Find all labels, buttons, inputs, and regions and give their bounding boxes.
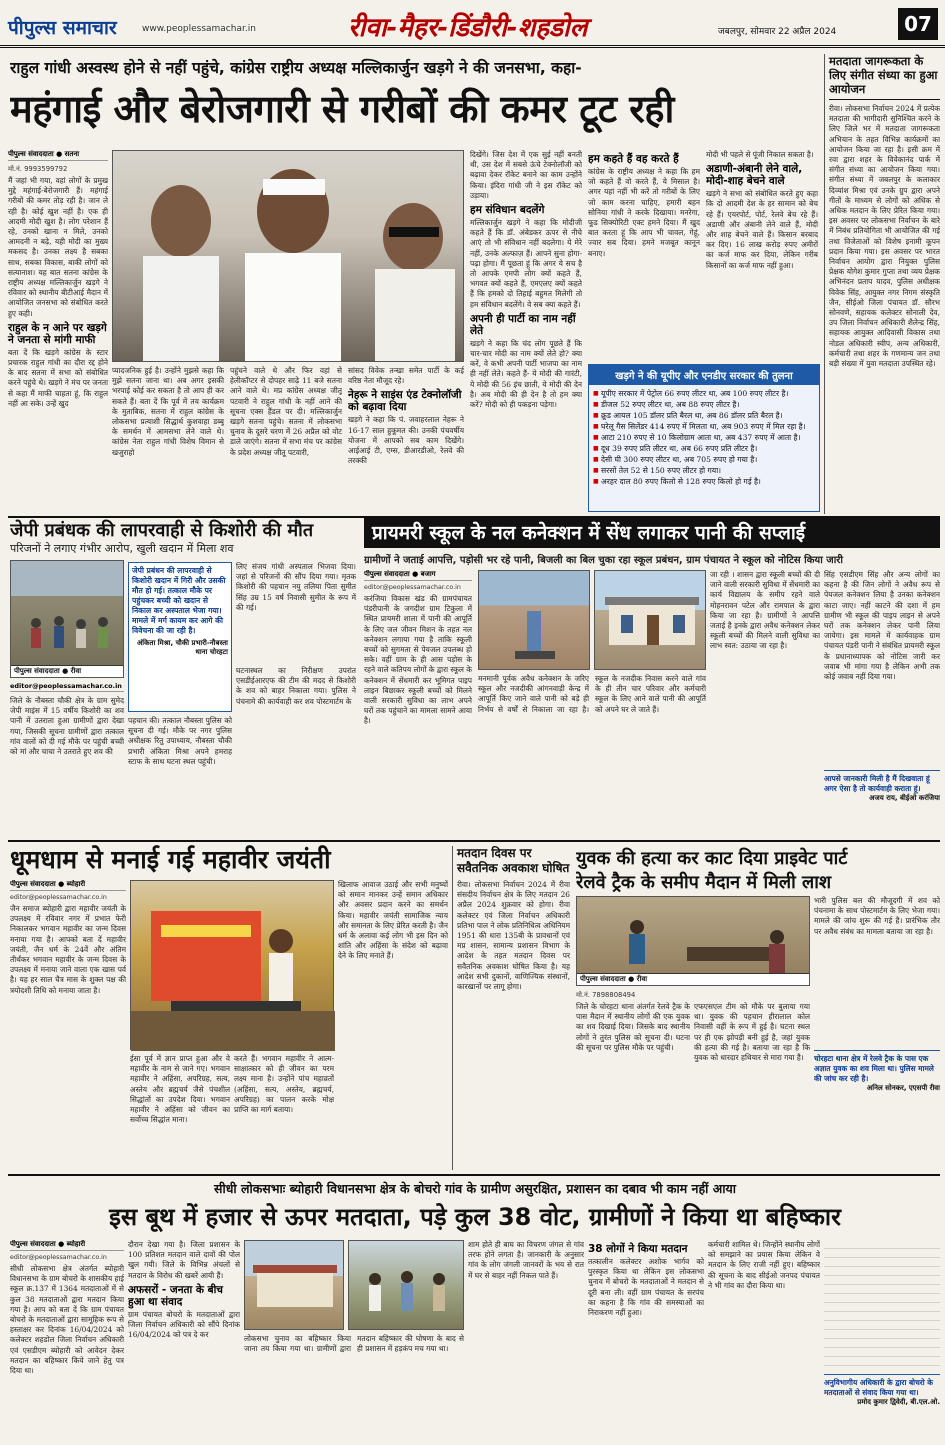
sidebar-body: रीवा। लोकसभा निर्वाचन 2024 में प्रत्येक मतदाता की भागीदारी सुनिश्चित करने के लिए जिले भर में मतदाता जागरूकता अभियान के तहत विभिन्न कार्यक्रमों का आयोजन किया जा रहा है। इसी क्रम में रवा द्वारा शहर के विवेकानंद पार्क में संगीत संध्या का आयोजन किया गया। संगीत संध्या में जबलपुर के कलाकार दिव्यांश मिश्रा एवं उनके ग्रुप द्वारा अपने गीतों के माध्यम से लोगों को अधिक से अधिक मतदान के लिए प्रेरित किया गया। इस अवसर पर लोकसभा निर्वाचन के बारे में निबंध प्रतियोगिता भी आयोजित की गई तथा विजेताओं को विशेष इनामी कूपन प्रदान किया गया। इस अवसर पर भारत निर्वाचन आयोग द्वारा नियुक्त पुलिस प्रेक्षक योगेश कुमार गुप्ता तथा व्यय प्रेक्षक अभिनंदन प्रताप यादव, पुलिस अधीक्षक विवेक सिंह, आयुक्त नगर निगम संस्कृति जैन, सीईओ जिला पंचायत डॉ. सौरभ सोनवणे, सहायक कलेक्टर सोनाली देव, उप जिला निर्वाचन अधिकारी शैलेन्द्र सिंह, सहायक आयुक्त आदिवासी विकास तथा नोडल अधिकारी स्वीप, अन्य अधिकारी, कर्मचारी तथा शहर के गणमान्य जन तथा बड़ी संख्या में युवा मतदाता उपस्थित रहे। <box>829 104 940 369</box>
lead-lower-col-3 <box>348 366 464 510</box>
booth-col-1-text: सीधी लोकसभा क्षेत्र अंतर्गत ब्योहारी विधानसभा के ग्राम बोचरो के शासकीय हाई स्कूल क्र.137 में 1364 मतदाताओं में से कुल 38 मतदाताओं द्वारा मतदान किया गया है। आप को बता दें कि ग्राम पंचायत बोचरो के मतदाताओं द्वारा सामूहिक रूप से हस्ताक्षर कर दिनांक 16/04/2024 को कलेक्टर शहडोल जिला निर्वाचन अधिकारी एवं एसडीएम ब्योहारी को आवेदन देकर मतदान का बहिष्कार किये जाने हेतु पत्र दिया था। <box>10 1264 124 1376</box>
sidebar-column <box>824 54 940 514</box>
comparison-item: ■ देसी घी 300 रुपए लीटर था, अब 705 रुपए हो गया है। <box>593 454 815 465</box>
lead-col-1 <box>8 150 108 510</box>
comparison-item: ■ अरहर दाल 80 रुपए किलो से 128 रुपए किलो हो गई है। <box>593 476 815 487</box>
mahavir-email: editor@peoplessamachar.co.in <box>10 894 107 901</box>
booth-col-2-text: दौरान देखा गया है। जिला प्रशासन के 100 प्रतिशत मतदान वाले दावों की पोल खुल गयी। जिले के विभिन्न अंचलों से मतदान के विरोध की खबरें आयी हैं। <box>128 1240 240 1280</box>
newspaper-logo: पीपुल्स समाचार <box>8 17 117 39</box>
mahavir-col-3: करते हैं। भगवान महावीर ने आत्म-साक्षात्कार को ही जीवन का परम लक्ष्य माना है। उन्होंने पांच महाव्रतों (अहिंसा, सत्य, अस्तेय, ब्रह्मचर्य, अपरिग्रह) का पालन करके मोक्ष प्राप्ति का मार्ग बताया। <box>234 1054 334 1115</box>
booth-subhead: अफसरों - जनता के बीच हुआ था संवाद <box>128 1283 223 1308</box>
booth-quote <box>824 1374 940 1407</box>
jp-col-a: लिए संजय गांधी अस्पताल भिजवा दिया। जहां से परिजनों की सौंप दिया गया। मृतक किशोरी की पहचान नयु तलिया पिता सुमीत सिंह उम्र 15 वर्ष निवासी सुमीत के रूप में की गई। <box>236 562 356 612</box>
lead-byline: पीपुल्स संवाददाता ● सतना <box>8 150 108 161</box>
murder-quote: चोरहटा थाना क्षेत्र में रेलवे ट्रैक के पास एक अज्ञात युवक का शव मिला था। पुलिस मामले की जांच कर रही है। <box>814 1054 934 1083</box>
page-number: 07 <box>898 8 938 40</box>
procession-illustration <box>131 881 335 1051</box>
comparison-list <box>589 385 819 490</box>
lead-col-3b-text: कांग्रेस के राष्ट्रीय अध्यक्ष ने कहा कि हम जो कहते हैं वो करते हैं, ये मिसाल है। अगर यहां नहीं भी करें तो गरीबों के लिए जो काम करना चाहिए, हमारी बहन सोनिया गांधी ने करके दिखाया। मनरेगा, फूड सिक्योरिटी एक्ट हमने दिया। मैं खुद बात करता हूं कि आप भी चावल, गेहूं, ज्वार सब दिया। हमने मजबूत कानून बनाए। <box>588 167 700 258</box>
mahavir-col-4: खिलाफ आवाज उठाई और सभी मनुष्यों को समान मानकर उन्हें समान अधिकार और अवसर प्रदान करने का समर्थन किया। महावीर जयंती सामाजिक न्याय और समानता के लिए प्रेरित करती है। जैन धर्म के अलावा कई लोग भी इस दिन को शांति और अहिंसा के संदेश को बढ़ावा देने के लिए मनाते हैं। <box>338 880 448 961</box>
lead-lower-col-3b-text: खड़गे ने कहा कि पं. जवाहरलाल नेहरू ने 16-17 साल हुकूमत की। उनकी पंचवर्षीय योजना में आपको सब काम दिखेंगे। आईआई टी, एम्स, डीआरडीओ, रेलवे की तरक्की <box>348 415 464 466</box>
murder-phone: मो.नं. 7898808494 <box>576 991 636 999</box>
school-quote-box <box>824 770 940 803</box>
booth-photo-2 <box>348 1240 464 1330</box>
booth-col-2 <box>128 1240 240 1440</box>
voting-headline: मतदान दिवस पर सवैतनिक अवकाश घोषित <box>457 846 570 875</box>
school-byline: पीपुल्स संवाददाता ● बजाग <box>364 570 472 581</box>
jp-body-2: पहचान की। तत्काल नौबस्ता पुलिस को सूचना दी गई। मौके पर नगर पुलिस अधीक्षक रितु उपाध्याय, नौबस्ता चौकी प्रभारी अंकिता मिश्रा अपने हमराह स्टाफ के साथ घटना स्थल पहुंची। <box>128 716 232 766</box>
comparison-item: ■ क्रूड आयल 105 डॉलर प्रति बैरल था, अब 86 डॉलर प्रति बैरल है। <box>593 410 815 421</box>
voting-box <box>452 846 570 1170</box>
school-col-1 <box>364 570 472 836</box>
comparison-item: ■ घरेलू गैस सिलेंडर 414 रुपए में मिलता था, अब 903 रुपए में मिल रहा है। <box>593 421 815 432</box>
comparison-item: ■ दूध 39 रुपए प्रति लीटर था, अब 66 रुपए प्रति लीटर है। <box>593 443 815 454</box>
lead-lower-col-1: प्यादजनिक हुई है। उन्होंने मुझसे कहा कि मुझे सतना जाना था। अब अगर इसकी भरपाई कोई कर सकता है तो आप ही कर सकते हैं। बता दें कि पूर्व में तय कार्यक्रम के मुताबिक, सतना में राहुल कांग्रेस के लोकसभा प्रत्याशी सिद्धार्थ कुशवाहा डब्बू के समर्थन में आमसभा लेने वाले थे। कांग्रेस नेता राहुल गांधी विशेष विमान से खजुराहो <box>112 366 224 457</box>
school-photo-2 <box>594 570 706 670</box>
mahavir-headline: धूमधाम से मनाई गई महावीर जयंती <box>10 845 331 874</box>
booth-col-6: कर्मचारी शामिल थे। जिन्होंने स्थानीय लोगों को समझाने का प्रयास किया लेकिन वे मतदान के लिए राजी नहीं हुए। बहिष्कार की सूचना के बाद सीईओ जनपद पंचायत ने भी गांव का दौरा किया था। <box>708 1240 820 1290</box>
lead-col-4 <box>706 150 818 360</box>
jp-body-3: घटनास्थल का निरीक्षण उपरांत एसडीईआरएफ की टीम की मदद से किशोरी के शव को बाहर निकाला गया। पुलिस ने पंचनामे की कार्यवाही कर शव पोस्टमार्टम के <box>236 666 356 706</box>
lead-photo <box>112 150 464 362</box>
murder-headline-2: रेलवे ट्रैक के समीप मैदान में मिली लाश <box>576 872 832 893</box>
booth-quote-attr: प्रमोद कुमार द्विवेदी, बी.एल.ओ. <box>857 1398 940 1406</box>
booth-col-3: लोकसभा चुनाव का बहिष्कार किया जाना तय किया गया था। ग्रामीणों द्वारा मतदान बहिष्कार की घोषणा के बाद से ही प्रशासन में हड़कंप मच गया था। <box>244 1334 464 1354</box>
booth-quote-box <box>824 1240 940 1440</box>
jp-quote-box <box>128 562 232 712</box>
officials-group-illustration <box>349 1241 465 1331</box>
leaders-on-stage-illustration <box>113 151 464 362</box>
jp-quote: जेपी प्रबंधन की लापरवाही से किशोरी खदान में गिरी और उसकी मौत हो गई। तत्काल मौके पर पहुंचकर बच्ची को खदान से निकाल कर अस्पताल भेजा गया। मामले में मर्ग कायम कर आगे की विवेचना की जा रही है। <box>132 566 226 635</box>
lead-col-2b-text: मल्लिकार्जुन खड़गे ने कहा कि मोदीजी कहते हैं कि डॉ. अंबेडकर ऊपर से नीचे आएं तो भी संविधान नहीं बदलेगा। ये मेरे नहीं, उनके अल्फाज़ हैं। आपने सुना होगा-पढ़ा होगा। मैं पूछता हूं कि अगर ये सच है तो आपके एमपी लोग क्यों कहते हैं, भगवत क्यों कहते हैं, एमएलए क्यों कहते हैं कि हमको दो तिहाई बहुमत मिलेगी तो हम संविधान बदलेंगे। वे सब क्या कहते हैं। <box>470 218 582 309</box>
booth-col-6-continued <box>824 1240 940 1370</box>
murder-col-2: एफएसएल टीम को मौके पर बुलाया गया था। युवक की पहचान हीरालाल कोल निवासी वहीं के रूप में हुई है। घटना स्थल पर ही एक झोपड़ी बनी हुई है, जहां युवक की हत्या की गई है। बताया जा रहा है कि युवक को धारदार हथियार से मारा गया है। <box>694 1002 810 1063</box>
school-photo-1 <box>478 570 590 670</box>
booth-col-5-text: तत्कालीन कलेक्टर अशोक भार्गव को पुरस्कृत किया था लेकिन इस लोकसभा चुनाव में बोचरो के मतदाताओं ने मतदान से दूरी बना ली। वहीं ग्राम पंचायत के सरपंच का कहना है कि गांव की समस्याओं का निराकरण नहीं हुआ। <box>588 1257 704 1318</box>
sidebar-headline: मतदाता जागरूकता के लिए संगीत संध्या का हुआ आयोजन <box>829 54 940 100</box>
school-headline: प्रायमरी स्कूल के नल कनेक्शन में सेंध लगाकर पानी की सप्लाई <box>372 522 806 544</box>
murder-photo-caption: पीपुल्स संवाददाता ● रीवा <box>577 973 809 985</box>
lead-col-2 <box>470 150 582 512</box>
lead-paragraph-2: बता दें कि खड़गे कांग्रेस के स्टार प्रचारक राहुल गांधी का दौरा रद्द होने के बाद सतना में सभा को संबोधित करने पहुंचे थे। खड़गे ने मंच पर जनता से कहा मैं माफी चाहता हूं, कि राहुल नहीं आ सके। उन्हें खुद <box>8 347 108 408</box>
lead-paragraph-1: मैं जहां भी गया, वहां लोगों के प्रमुख मुद्दे महंगाई-बेरोजगारी हैं। महंगाई गरीबों की कमर तोड़ रही है। जान ले रही है। कोई खुश नहीं है। एक ही आदमी मोदी खुश है। लोग परेशान हैं रहे, उनको खाना न मिले, उनको आमदनी न बढ़े, यही मोदी का मुख्य मकसद है। उनका लक्ष्य है सबका साथ, सबका विकास, बाकी लोगों को सत्यानाश। यह बात सतना कांग्रेस के राष्ट्रीय अध्यक्ष मल्लिकार्जुन खड़गे ने रविवार को स्थानीय बीटीआई मैदान में आयोजित जनसभा को संबोधित करते हुए कही। <box>8 176 108 318</box>
lead-headline: महंगाई और बेरोजगारी से गरीबों की कमर टूट रही <box>10 87 674 131</box>
school-headline-bar <box>364 518 940 548</box>
murder-col-1: जिले के चोरहटा थाना अंतर्गत रेलवे ट्रैक के पास मैदान में स्थानीय लोगों की एक युवक का शव दिखाई दिया। जिसके बाद स्थानीय लोगों ने तुरंत पुलिस को सूचना दी। घटना की सूचना पर पुलिस मौके पर पहुंची। <box>576 1002 690 1052</box>
website-url: www.peoplessamachar.in <box>142 24 256 34</box>
booth-headline: इस बूथ में हजार से ऊपर मतदाता, पड़े कुल 38 वोट, ग्रामीणों ने किया था बहिष्कार <box>109 1203 841 1231</box>
comparison-item: ■ आटा 210 रुपए से 10 किलोग्राम आता था, अब 437 रुपए में आता है। <box>593 432 815 443</box>
murder-headline: युवक की हत्या कर काट दिया प्राइवेट पार्ट <box>576 848 848 869</box>
booth-byline: पीपुल्स संवाददाता ● ब्योहारी <box>10 1240 124 1251</box>
school-email: editor@peoplessamachar.co.in <box>364 584 461 591</box>
school-quote-attr: अजय राय, बीईओ करंजिया <box>869 794 940 802</box>
voting-body: रीवा। लोकसभा निर्वाचन 2024 में रीवा संसदीय निर्वाचन क्षेत्र के लिए मतदान 26 अप्रैल 2024 शुक्रवार को होगा। रीवा कलेक्टर एवं जिला निर्वाचन अधिकारी प्रतिभा पाल ने लोक प्रतिनिधित्व अधिनियम 1951 की धारा 135बी के प्रावधानों एवं मप्र शासन, सामान्य प्रशासन विभाग के आदेश के तहत मतदान दिवस पर सवैतनिक अवकाश घोषित किया है। यह आदेश सभी दुकानों, वाणिज्यिक संस्थानों, कारखानों पर लागू होगा। <box>457 880 570 992</box>
murder-quote-box <box>814 1050 940 1093</box>
lead-col-2-text: दिखेंगे। जिस देश में एक सुई नहीं बनती थी, उस देश में सबसे ऊंचे टेक्नोलॉजी को बढ़ावा देकर रॉकेट बनाने का काम उन्होंने किया। इंदिरा गांधी जी ने इस रॉकेट को उड़ाया। <box>470 150 582 200</box>
lead-subhead-5: अडाणी-अंबानी लेने वाले, मोदी-शाह बेचने वाले <box>706 163 803 188</box>
murder-col-3-text: भारी पुलिस बल की मौजूदगी में शव को पंचनामा के साथ पोस्टमार्टम के लिए भेजा गया। मामले की जांच शुरू की गई है। प्रारंभिक तौर पर अवैध संबंध का मामला बताया जा रहा है। <box>814 896 940 936</box>
crowd-at-quarry-illustration <box>11 561 125 661</box>
lead-subhead-4: हम कहते हैं वह करते हैं <box>588 153 679 165</box>
school-col-3: जा रही । शासन द्वारा स्कूली बच्चों की दी जाने वाली सरकारी सुविधा में सेंधमारी का कार्य विद्यालय के समीप रहने वाले मोहनरावन पटेल और रामपाल के द्वारा किया जा रहा है। ग्रामीणों ने आपत्ति जताई है इनके द्वारा अवैध कनेक्शन लेकर स्कूली बच्चों की मिलने वाली सुविधा का लाभ स्वत: उठाया जा रहा है। <box>710 570 820 651</box>
school-col-2: मनमानी पूर्वक अवैध कनेक्शन के जरिए स्कूल और नजदीकी आंगनवाड़ी केन्द्र में आपूर्ति किए जाने वाले पानी को बड़े ही निर्भय से वर्षों से निकाला जा रहा है। स्कूल के नजदीक निवास करने वाले गांव के ही तीन चार परिवार और कर्मचारी स्कूल के लिए आने वाले पानी की आपूर्ति को अपने घर ले जाते हैं। <box>478 674 706 714</box>
lead-phone: मो.नं. 9993599792 <box>8 165 68 173</box>
comparison-box <box>588 364 820 512</box>
lead-subhead-1: राहुल के न आने पर खड़गे ने जनता से मांगी माफी <box>8 321 107 346</box>
jp-subhead: परिजनों ने लगाए गंभीर आरोप, खुली खदान में मिला शव <box>10 542 234 555</box>
lead-col-3 <box>588 150 700 360</box>
jp-photo <box>10 560 124 678</box>
mahavir-byline: पीपुल्स संवाददाता ● ब्योहारी <box>10 880 126 891</box>
booth-subhead-2: 38 लोगों ने किया मतदान <box>588 1243 688 1255</box>
jp-photo-caption: पीपुल्स संवाददाता ● रीवा <box>11 665 123 677</box>
mahavir-col-1 <box>10 880 126 1170</box>
school-building-illustration <box>595 571 707 671</box>
water-tap-illustration <box>479 571 591 671</box>
lead-col-4b-text: खड़गे ने सभा को संबोधित करते हुए कहा कि दो आदमी देश के हर सामान को बेच रहे हैं। एयरपोर्ट, पोर्ट, रेलवे बेच रहे हैं। अडाणी और अंबानी लेने वाले हैं, मोदी और शाह बेचने वाले हैं। किसान बरबाद कर दिए। 16 लाख करोड़ रुपए अमीरों का कर्ज माफ कर दिया, लेकिन गरीब किसानों का कर्ज माफ नहीं हुआ। <box>706 189 818 270</box>
masthead <box>0 0 945 48</box>
booth-email: editor@peoplessamachar.co.in <box>10 1254 107 1261</box>
mahavir-col-1-text: जैन समाज ब्योहारी द्वारा महावीर जयंती के उपलक्ष्य में रविवार नगर में प्रभात फेरी निकालकर भगवान महावीर का जन्म दिवस मनाया गया है। आपको बता दें महावीर जयंती, जैन धर्म के 24वें और अंतिम तीर्थंकर भगवान महावीर के जन्म दिवस के उपलक्ष्य में मनाया जाने वाला एक खास पर्व है। यह हर साल चैत्र मास के शुक्ल पक्ष की त्रयोदशी तिथि को मनाया जाता है। <box>10 904 126 995</box>
booth-quote-text: अनुविभागीय अधिकारी के द्वारा बोचरो के मतदाताओं से संवाद किया गया था। <box>824 1378 933 1397</box>
school-building-illustration <box>245 1241 345 1331</box>
mahavir-photo <box>130 880 334 1050</box>
jp-body: जिले के नौबस्ता चौकी क्षेत्र के ग्राम सुमेद जेपी माइंस में 15 वर्षीय किशोरी का शव पानी में उतराता हुआ ग्रामीणों द्वारा देखा गया, जिसकी सूचना ग्रामीणों द्वारा तत्काल गांव वालों को दी गई मौके पर पहुंची बच्ची को मां और चाचा ने उतराते हुए शव की <box>10 696 124 757</box>
booth-col-4: शाम होते ही बाघ का विचरण जंगल से गांव तरफ होने लगता है। जानकारी के अनुसार गांव के लोग जंगली जानवरों के भय से रात में घर से बाहर नहीं निकल पाते हैं। <box>468 1240 584 1280</box>
edition-banner: रीवा-मैहर-डिंडौरी-शहडोल <box>348 13 588 43</box>
lead-kicker: राहुल गांधी अस्वस्थ होने से नहीं पहुंचे, कांग्रेस राष्ट्रीय अध्यक्ष मल्लिकार्जुन खड़गे ने की जनसभा, कहा- <box>10 59 582 77</box>
jp-headline: जेपी प्रबंधक की लापरवाही से किशोरी की मौत <box>10 520 314 541</box>
murder-photo <box>576 896 810 986</box>
lead-subhead-3: अपनी ही पार्टी का नाम नहीं लेते <box>470 312 576 337</box>
lead-lower-cols <box>112 366 464 512</box>
comparison-item: ■ सरसों तेल 52 से 150 रुपए लीटर हो गया। <box>593 465 815 476</box>
school-quote: आपसे जानकारी मिली है मैं दिखवाता हूं अगर ऐसा है तो कार्यवाही कराता हूं। <box>824 774 930 793</box>
lead-col-4-text: मोदी भी पहले से पूंजी निकाल सकता है। <box>706 150 814 159</box>
booth-col-1 <box>10 1240 124 1440</box>
jp-quote-attr: अंकिता मिश्रा, चौकी प्रभारी-नौबस्ता थाना चोरहटा <box>136 639 228 656</box>
school-col-4 <box>824 570 940 836</box>
lead-lower-col-3-text: सांसद विवेक तन्खा समेत पार्टी के कई वरिष्ठ नेता मौजूद रहे। <box>348 366 464 386</box>
lead-subhead-2: हम संविधान बदलेंगे <box>470 204 545 217</box>
jp-email: editor@peoplessamachar.co.in <box>10 682 124 692</box>
dateline: जबलपुर, सोमवार 22 अप्रैल 2024 <box>718 27 837 37</box>
booth-photo-1 <box>244 1240 344 1330</box>
jp-byline-block <box>10 682 124 695</box>
school-subhead: ग्रामीणों ने जताई आपत्ति, पड़ोसी भर रहे पानी, बिजली का बिल चुका रहा स्कूल प्रबंधन, ग्राम पंचायत ने स्कूल को नोटिस किया जारी <box>364 555 843 566</box>
comparison-item: ■ यूपीए सरकार में पेट्रोल 66 रुपए लीटर था, अब 100 रुपए लीटर है। <box>593 388 815 399</box>
comparison-item: ■ डीजल 52 रुपए लीटर था, अब 88 रुपए लीटर है। <box>593 399 815 410</box>
lead-lower-subhead: नेहरू ने साइंस एंड टेक्नोलॉजी को बढ़ावा दिया <box>348 389 462 414</box>
school-col-4-text: सिंह एसडीएम सिंह और अन्य लोगों का कहना है की जिन लोगों ने अवैध रूप से पेयजल कनेक्शन लिया है उनका कनेक्शन काटा जाए। नहीं काटने की दशा में हम ग्रामीण भी स्कूल की पाइप लाइन से अपने घरों तक कनेक्शन लेकर पानी लिया जायेगा। इस मामले में कार्यवाहक ग्राम पंचायत पंडरी पानी ने संबंधित प्रायमरी स्कूल के प्रधानाध्यापक को नोटिस जारी कर जवाब भी मांगा गया है लेकिन अभी तक कोई जवाब नहीं दिया गया। <box>824 570 940 682</box>
booth-strap: सीधी लोकसभाः ब्योहारी विधानसभा क्षेत्र के बोचरो गांव के ग्रामीण असुरक्षित, प्रशासन का दबाव भी काम नहीं आया <box>214 1181 736 1196</box>
comparison-box-title: खड़गे ने की यूपीए और एनडीए सरकार की तुलना <box>589 365 819 385</box>
murder-quote-attr: अनिल सोनकर, एएसपी रीवा <box>866 1084 940 1092</box>
school-col-1-text: करंजिया विकास खंड की ग्रामपंचायत पंडरीपानी के जगदीश ग्राम टिकुला में स्थित प्रायमरी शाला में पानी की आपूर्ति के लिए जल जीवन मिशन के तहत नल कनेक्शन लगाया गया है ताकि स्कूली बच्चों को सुगमता से पेयजल उपलब्ध हो सके। वहीं ग्राम के ही आस पड़ोस के रहने वाले कतिपय लोगों के द्वारा स्कूल के कनेक्शन में सेंधमारी कर भूमिगत पाइप लाइन बिछाकर स्कूली बच्चों को मिलने वाली सरकारी सुविधा का लाभ अपने घरों तक पहुंचाने का मामला सामने आया है। <box>364 594 472 726</box>
mahavir-col-2: ईसा पूर्व में ज्ञान प्राप्त हुआ और वे महावीर के नाम से जाने गए। भगवान महावीर ने अहिंसा, अपरिग्रह, सत्य, अस्तेय और ब्रह्मचर्य जैसे पंचशील सिद्धांतों का उपदेश दिया। भगवान महावीर ने अहिंसा को जीवन का सर्वोच्च सिद्धांत माना। <box>130 1054 230 1125</box>
lead-lower-col-2: पहुंचने वाले थे और फिर वहां से हेलीकॉप्टर से दोपहर साढ़े 11 बजे सतना आने वाले थे। मप्र कांग्रेस अध्यक्ष जीतू पटवारी ने राहुल गांधी के नहीं आने की सूचना एक्स हैंडल पर दी। मल्लिकार्जुन खड़गे सतना पहुंचे। सतना में लोकसभा चुनाव के दूसरे चरण में 26 अप्रैल को वोट डाले जाएंगे। सतना में सभा मंच पर कांग्रेस के प्रदेश अध्यक्ष जीतू पटवारी, <box>230 366 342 457</box>
booth-col-2b-text: ग्राम पंचायत बोचरो के मतदाताओं द्वारा जिला निर्वाचन अधिकारी को सौंपे दिनांक 16/04/2024 को पत्र दे कर <box>128 1309 240 1340</box>
murder-col-3 <box>814 896 940 1170</box>
booth-col-5 <box>588 1240 704 1440</box>
lead-col-3-text: खड़गे ने कहा कि चंद लोग पूछते हैं कि चार-चार मोदी का नाम क्यों लेते हो? क्या करें, वे कभी अपनी पार्टी भाजपा का नाम ही नहीं लेते। कहते हैं- ये मोदी की गारंटी, ये मोदी की 56 इंच छाती, ये मोदी की देन है। अब मोदी की ही देन है तो हम क्या करें? मोदी को ही पकड़ना पड़ेगा। <box>470 338 582 410</box>
section-divider <box>8 1174 940 1176</box>
